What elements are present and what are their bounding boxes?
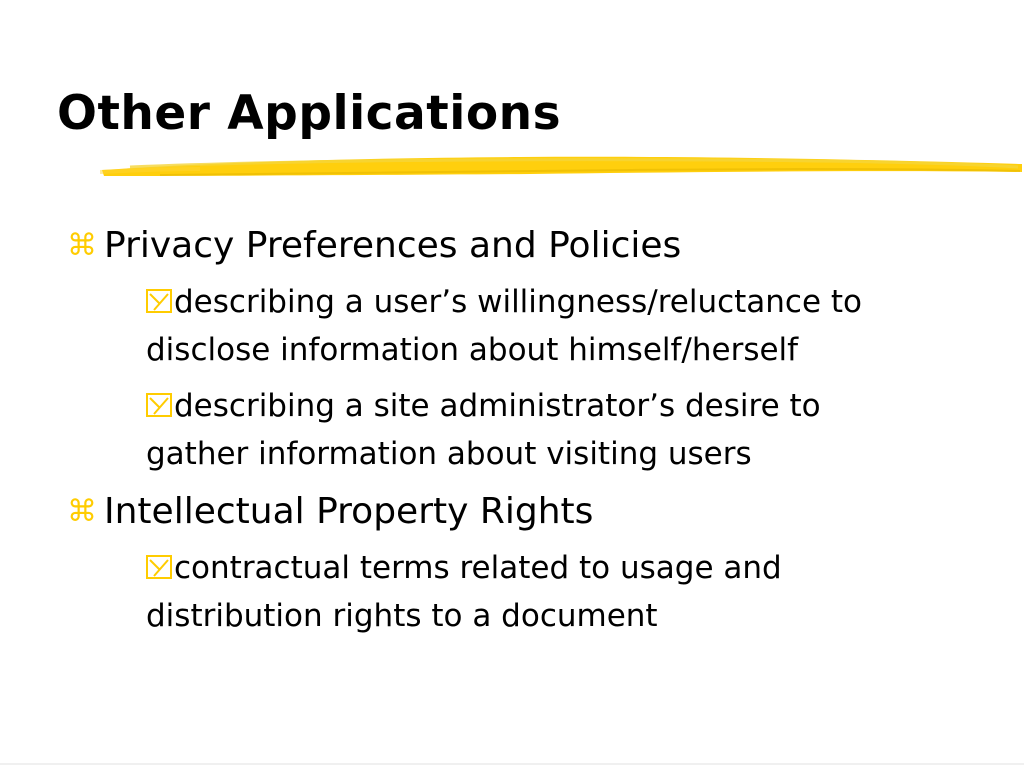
command-key-bullet-icon: ⌘ bbox=[67, 228, 97, 263]
sub-list-item-text: describing a site administrator’s desire to bbox=[174, 388, 821, 424]
list-item-label: Intellectual Property Rights bbox=[104, 491, 594, 532]
sub-list-item-text: describing a user’s willingness/reluctance to bbox=[174, 284, 863, 320]
list-item bbox=[60, 488, 1000, 536]
list-item-label: Privacy Preferences and Policies bbox=[104, 225, 682, 266]
bottom-divider bbox=[0, 763, 1024, 765]
sub-list-item-text-continued: gather information about visiting users bbox=[146, 436, 752, 472]
bullet-list bbox=[60, 222, 1000, 640]
slide-title: Other Applications bbox=[57, 86, 562, 141]
sub-list-item-text-continued: disclose information about himself/herself bbox=[146, 332, 799, 368]
checkbox-bullet-icon bbox=[146, 289, 172, 313]
title-underline-brushstroke bbox=[100, 148, 1024, 188]
command-key-bullet-icon: ⌘ bbox=[67, 494, 97, 529]
sub-list-item bbox=[146, 278, 996, 374]
sub-list-item bbox=[146, 544, 996, 640]
checkbox-bullet-icon bbox=[146, 393, 172, 417]
sub-list-item bbox=[146, 382, 996, 478]
sub-list-item-text: contractual terms related to usage and bbox=[174, 550, 782, 586]
checkbox-bullet-icon bbox=[146, 555, 172, 579]
list-item bbox=[60, 222, 1000, 270]
sub-list-item-text-continued: distribution rights to a document bbox=[146, 598, 658, 634]
